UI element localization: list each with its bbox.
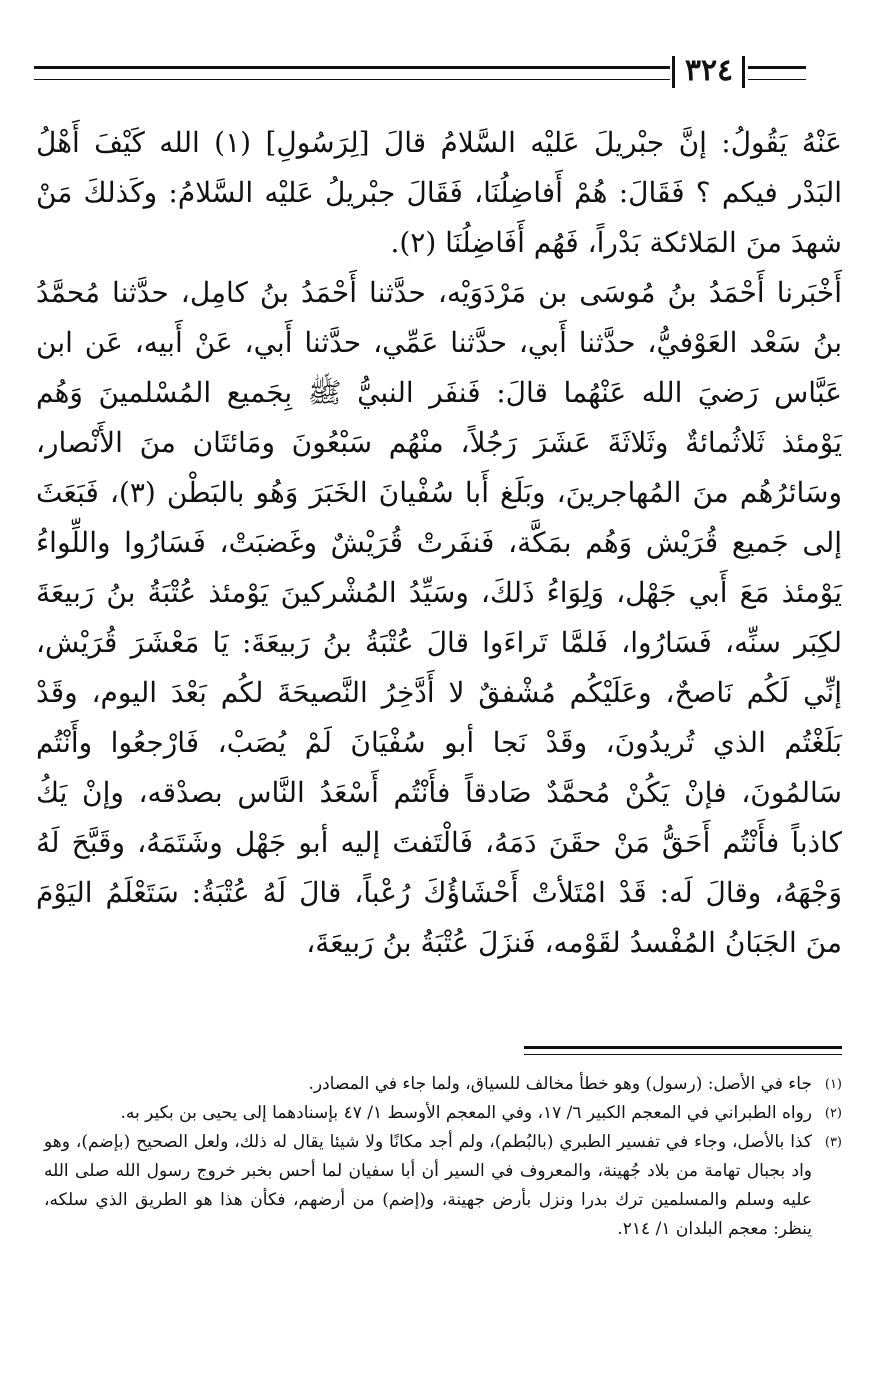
header-rule-left [34, 66, 670, 80]
footnote-number: (٢) [824, 1106, 842, 1121]
header-rule-right [748, 66, 806, 80]
footnote-text: رواه الطبراني في المعجم الكبير ٦/ ١٧، وفي المعجم الأوسط ١/ ٤٧ بإسنادهما إلى يحيى بن بكير به. [120, 1103, 812, 1123]
main-text [36, 118, 842, 968]
paragraph-2: أَخْبَرنا أَحْمَدُ بنُ مُوسَى بن مَرْدَوَيْه، حدَّثنا أَحْمَدُ بنُ كامِل، حدَّثنا مُحمَّدُ بنُ سَعْد العَوْفيُّ، حدَّثنا أَبي، حدَّثنا عَمِّي، حدَّثنا أَبي، عَنْ أَبيه، عَن ابن عَبَّاس رَضيَ الله عَنْهُما قالَ: فَنفَر النبيُّ ﷺ بِجَميع المُسْلمينَ وَهُم يَوْمئذ ثَلاثُمائةٌ وثَلاثَةَ عَشَرَ رَجُلاً، منْهُم سَبْعُونَ ومَائتَان منَ الأَنْصار، وسَائرُهُم منَ المُهاجرينَ، وبَلَغ أَبا سُفْيانَ الخَبَرَ وَهُو بالبَطْن (٣)، فَبَعَثَ إلى جَميع قُرَيْش وَهُم بمَكَّة، فَنفَرتْ قُرَيْشٌ وغَضبَتْ، فَسَارُوا واللِّواءُ يَوْمئذ مَعَ أَبي جَهْل، وَلِوَاءُ ذَلكَ، وسَيِّدُ المُشْركينَ يَوْمئذ عُتْبَةُ بنُ رَبيعَةَ لكِبَر سنِّه، فَسَارُوا، فَلمَّا تَراءَوا قالَ عُتْبَةُ بنُ رَبيعَةَ: يَا مَعْشَرَ قُرَيْش، إنِّي لَكُم نَاصحٌ، وعَلَيْكُم مُشْفقٌ لا أَدَّخِرُ النَّصيحَةَ لكُم بَعْدَ اليوم، وقَدْ بَلَغْتُم الذي تُريدُونَ، وقَدْ نَجا أبو سُفْيَانَ لَمْ يُصَبْ، فَارْجعُوا وأَنْتُم سَالمُونَ، فإنْ يَكُنْ مُحمَّدٌ صَادقاً فأَنْتُم أَسْعَدُ النَّاس بصدْقه، وإنْ يَكُ كاذباً فأَنْتُم أَحَقُّ مَنْ حقَنَ دَمَهُ، فَالْتَفتَ إليه أبو جَهْل وشَتَمَهُ، وقَبَّحَ لَهُ وَجْهَهُ، وقالَ لَه: قَدْ امْتَلأتْ أَحْشَاؤُكَ رُعْباً، قالَ لَهُ عُتْبَةُ: سَتَعْلَمُ اليَوْمَ منَ الجَبَانُ المُفْسدُ لقَوْمه، فَنزَلَ عُتْبَةُ بنُ رَبيعَةَ، [36, 276, 842, 959]
footnotes [44, 1070, 842, 1244]
footnote-text: كذا بالأصل، وجاء في تفسير الطبري (بالبُطم)، ولم أجد مكانًا ولا شيئا يقال له ذلك، ولعل الصحيح (بإضم)، وهو واد بجبال تهامة من بلاد جُهينة، والمعروف في السير أن أبا سفيان لما أحس بخبر خروج رسول الله صلى الله عليه وسلم والمسلمين ترك بدرا ونزل بأرض جهينة، و(إضم) من أرضهم، فكأن هذا هو الطريق الذي سلكه، ينظر: معجم البلدان ١/ ٢١٤. [44, 1132, 812, 1239]
page-number: ٣٢٤ [684, 53, 734, 88]
header-divider-right [742, 56, 745, 88]
footnote-2 [44, 1099, 842, 1128]
footnote-3 [44, 1128, 842, 1244]
footnote-separator [524, 1046, 842, 1049]
header-divider-left [672, 56, 675, 88]
page-header [34, 53, 806, 96]
footnote-1 [44, 1070, 842, 1099]
footnote-number: (١) [824, 1077, 842, 1092]
footnote-separator-thin [524, 1054, 842, 1055]
paragraph-1: عَنْهُ يَقُولُ: إنَّ جبْريلَ عَليْه السَّلامُ قالَ [لِرَسُولِ] (١) الله كَيْفَ أَهْلُ البَدْر فيكم ؟ فَقَالَ: هُمْ أَفاضِلُنَا، فَقَالَ جبْريلُ عَليْه السَّلامُ: وكَذلكَ مَنْ شهدَ منَ المَلائكة بَدْراً، فَهُم أَفَاضِلُنَا (٢). [36, 126, 842, 259]
footnote-number: (٣) [824, 1135, 842, 1150]
footnote-text: جاء في الأصل: (رسول) وهو خطأ مخالف للسياق، ولما جاء في المصادر. [308, 1074, 812, 1094]
